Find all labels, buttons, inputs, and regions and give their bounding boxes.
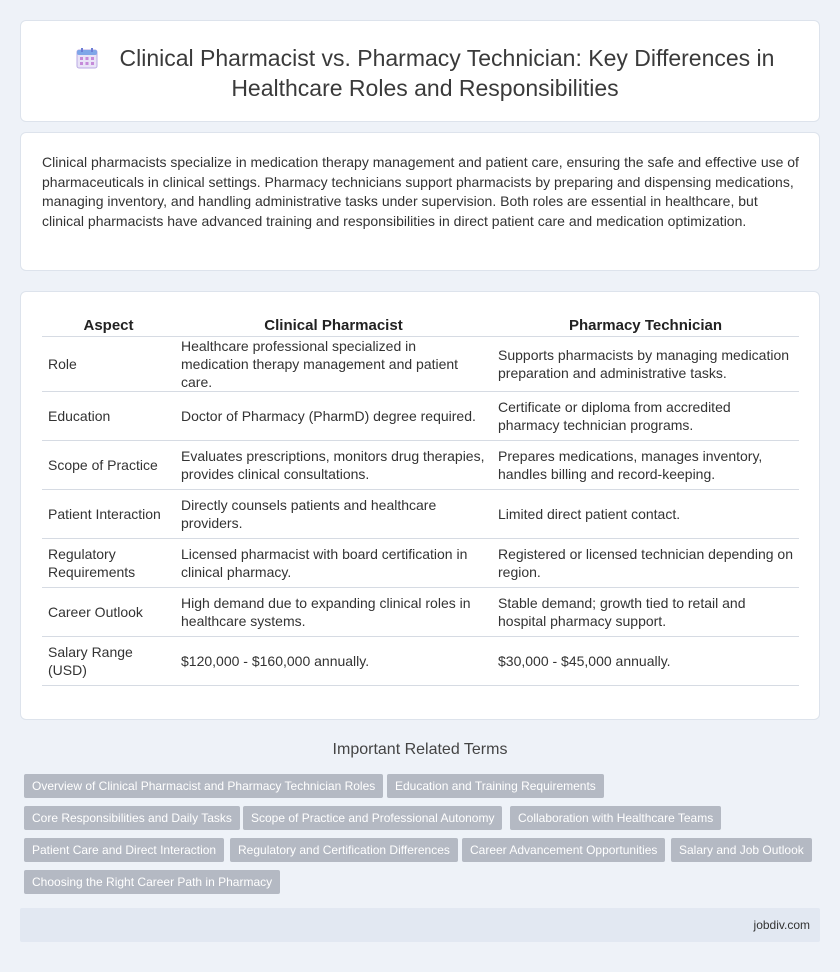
header-pharmacy-technician: Pharmacy Technician [492,312,799,336]
table-cell: $120,000 - $160,000 annually. [175,636,492,685]
table-cell: High demand due to expanding clinical roles in healthcare systems. [175,587,492,636]
term-tag[interactable]: Career Advancement Opportunities [462,838,665,862]
term-tag[interactable]: Regulatory and Certification Differences [230,838,458,862]
term-tag[interactable]: Patient Care and Direct Interaction [24,838,224,862]
table-cell: Regulatory Requirements [42,538,175,587]
table-row [42,336,799,391]
page-title: Clinical Pharmacist vs. Pharmacy Technician: Key Differences in Healthcare Roles and Responsibilities [119,45,775,101]
header-aspect: Aspect [42,312,175,336]
header-card [20,20,820,122]
table-cell: Licensed pharmacist with board certification in clinical pharmacy. [175,538,492,587]
term-tag[interactable]: Overview of Clinical Pharmacist and Pharmacy Technician Roles [24,774,383,798]
table-row [42,489,799,538]
intro-paragraph: Clinical pharmacists specialize in medication therapy management and patient care, ensuring the safe and effective use of pharmaceuticals in clinical settings. Pharmacy technicians support pharmacists by preparing and dispensing medications, managing inventory, and handling administrative tasks under supervision. Both roles are essential in healthcare, but clinical pharmacists have advanced training and responsibilities in direct patient care and medication optimization. [42,154,799,229]
table-cell: Directly counsels patients and healthcare providers. [175,489,492,538]
footer [20,908,820,942]
table-cell: Healthcare professional specialized in medication therapy management and patient care. [175,336,492,391]
table-row [42,440,799,489]
table-row [42,391,799,440]
table-row [42,636,799,685]
comparison-table [42,312,799,686]
table-cell: Patient Interaction [42,489,175,538]
term-tag[interactable]: Salary and Job Outlook [671,838,812,862]
table-cell: Certificate or diploma from accredited pharmacy technician programs. [492,391,799,440]
header-clinical-pharmacist: Clinical Pharmacist [175,312,492,336]
footer-site[interactable]: jobdiv.com [753,918,810,932]
table-cell: Role [42,336,175,391]
term-tag[interactable]: Core Responsibilities and Daily Tasks [24,806,240,830]
table-cell: Salary Range (USD) [42,636,175,685]
table-cell: Evaluates prescriptions, monitors drug therapies, provides clinical consultations. [175,440,492,489]
page-title-wrap [61,43,789,103]
calendar-icon [76,46,98,68]
table-row [42,538,799,587]
related-terms-title: Important Related Terms [332,741,508,758]
table-cell: Scope of Practice [42,440,175,489]
term-tag[interactable]: Collaboration with Healthcare Teams [510,806,721,830]
term-tag[interactable]: Scope of Practice and Professional Autonomy [243,806,502,830]
table-cell: Stable demand; growth tied to retail and hospital pharmacy support. [492,587,799,636]
term-tag[interactable]: Choosing the Right Career Path in Pharmacy [24,870,280,894]
table-cell: Supports pharmacists by managing medication preparation and administrative tasks. [492,336,799,391]
term-tag[interactable]: Education and Training Requirements [387,774,604,798]
comparison-table-card [20,291,820,720]
table-header-row [42,312,799,336]
table-cell: Registered or licensed technician depending on region. [492,538,799,587]
table-cell: $30,000 - $45,000 annually. [492,636,799,685]
intro-card [20,132,820,271]
table-cell: Limited direct patient contact. [492,489,799,538]
table-cell: Doctor of Pharmacy (PharmD) degree required. [175,391,492,440]
table-row [42,587,799,636]
table-cell: Career Outlook [42,587,175,636]
table-cell: Prepares medications, manages inventory, handles billing and record-keeping. [492,440,799,489]
table-cell: Education [42,391,175,440]
